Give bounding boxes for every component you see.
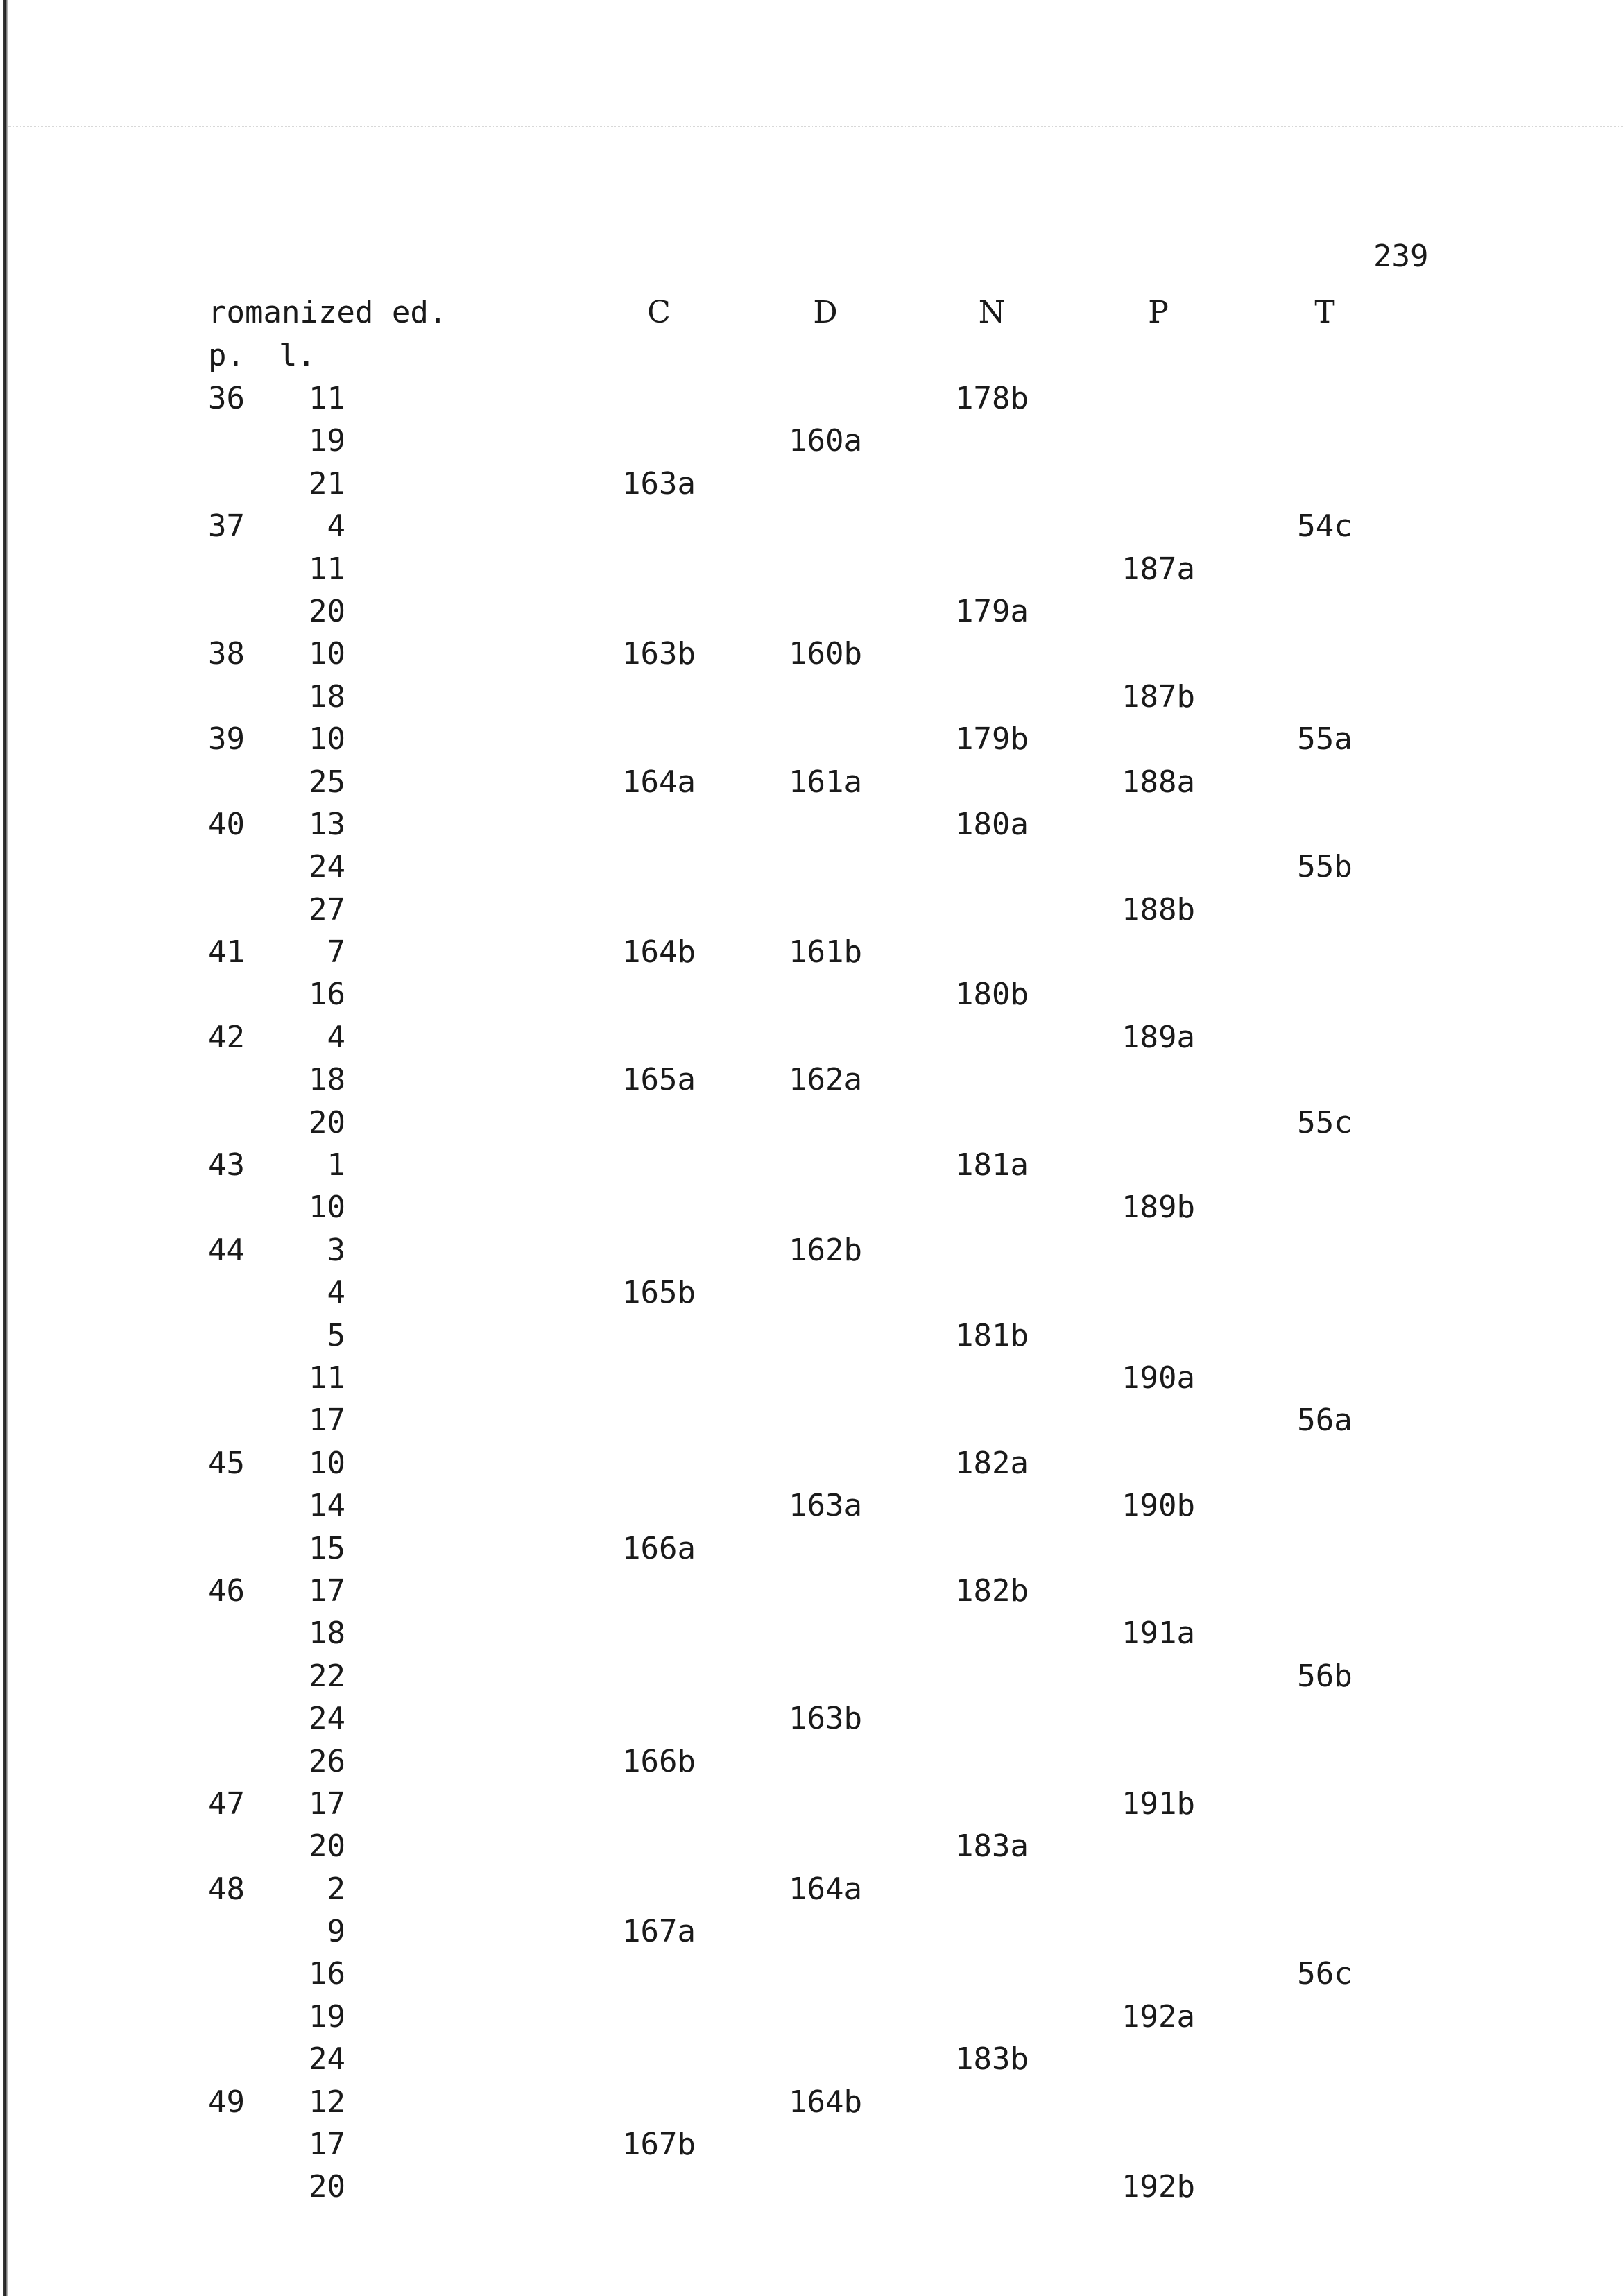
table-row — [208, 1016, 1195, 1059]
table-subheader — [208, 334, 316, 377]
cell-page: 46 — [208, 1573, 245, 1609]
cell-page: 38 — [208, 636, 245, 672]
table-row — [208, 1825, 1029, 1867]
cell-line: 27 — [309, 891, 345, 927]
cell-line: 10 — [309, 721, 345, 757]
table-body — [208, 377, 1352, 2209]
cell-line: 16 — [309, 1956, 345, 1992]
table-row — [208, 2038, 1029, 2080]
cell-line: 4 — [327, 1019, 345, 1055]
cell-page: 40 — [208, 806, 245, 842]
table-row — [208, 420, 862, 462]
cell-line: 17 — [309, 1785, 345, 1822]
cell-p: 187a — [1122, 551, 1195, 587]
cell-n: 183b — [955, 2041, 1029, 2077]
header-col-t: T — [1314, 295, 1335, 330]
cell-line: 20 — [309, 2169, 345, 2205]
table-row — [208, 1314, 1029, 1357]
cell-line: 4 — [327, 1275, 345, 1311]
cell-p: 188b — [1122, 891, 1195, 927]
cell-n: 180a — [955, 806, 1029, 842]
cell-d: 163b — [789, 1701, 862, 1737]
header-col-p: P — [1148, 295, 1169, 330]
header-col-d: D — [813, 295, 838, 330]
cell-n: 182b — [955, 1573, 1029, 1609]
table-header — [208, 291, 1335, 334]
cell-page: 37 — [208, 508, 245, 545]
cell-p: 191b — [1122, 1785, 1195, 1822]
cell-p: 189b — [1122, 1190, 1195, 1226]
table-row — [208, 2166, 1195, 2208]
cell-line: 24 — [309, 2041, 345, 2077]
table-row — [208, 846, 1352, 888]
table-row — [208, 973, 1029, 1016]
cell-line: 17 — [309, 2127, 345, 2163]
cell-line: 9 — [327, 1914, 345, 1950]
cell-line: 20 — [309, 593, 345, 629]
cell-line: 3 — [327, 1232, 345, 1268]
binding-edge — [0, 0, 8, 2296]
cell-d: 164b — [789, 2084, 862, 2120]
cell-page: 48 — [208, 1871, 245, 1907]
cell-line: 10 — [309, 1445, 345, 1481]
table-row — [208, 548, 1195, 590]
cell-d: 160b — [789, 636, 862, 672]
cell-line: 18 — [309, 678, 345, 714]
cell-c: 164b — [622, 934, 696, 970]
cell-line: 20 — [309, 1104, 345, 1140]
page-number: 239 — [1373, 239, 1429, 274]
cell-c: 167a — [622, 1914, 696, 1950]
cell-page: 36 — [208, 381, 245, 416]
cell-p: 191a — [1122, 1616, 1195, 1652]
table-row — [208, 2081, 862, 2123]
cell-line: 10 — [309, 636, 345, 672]
header-col-c: C — [647, 295, 671, 330]
cell-c: 167b — [622, 2127, 696, 2163]
cell-line: 19 — [309, 1998, 345, 2034]
table-row — [208, 1868, 862, 1910]
table-row — [208, 718, 1352, 760]
cell-line: 5 — [327, 1317, 345, 1353]
table-row — [208, 1612, 1195, 1654]
cell-line: 16 — [309, 977, 345, 1013]
cell-page: 47 — [208, 1785, 245, 1822]
cell-n: 179a — [955, 593, 1029, 629]
cell-c: 165a — [622, 1062, 696, 1098]
cell-n: 181b — [955, 1317, 1029, 1353]
cell-page: 42 — [208, 1019, 245, 1055]
cell-t: 55b — [1297, 849, 1352, 885]
cell-p: 192b — [1122, 2169, 1195, 2205]
cell-c: 163b — [622, 636, 696, 672]
table-row — [208, 1059, 862, 1101]
table-row — [208, 1484, 1195, 1527]
table-row — [208, 1399, 1352, 1441]
cell-line: 13 — [309, 806, 345, 842]
table-row — [208, 1186, 1195, 1228]
cell-c: 166b — [622, 1743, 696, 1779]
cell-n: 182a — [955, 1445, 1029, 1481]
cell-p: 190a — [1122, 1360, 1195, 1396]
cell-c: 163a — [622, 465, 696, 502]
cell-n: 179b — [955, 721, 1029, 757]
cell-c: 164a — [622, 764, 696, 800]
table-row — [208, 931, 862, 973]
cell-line: 11 — [309, 551, 345, 587]
cell-line: 19 — [309, 423, 345, 459]
table-row — [208, 463, 696, 505]
cell-line: 21 — [309, 465, 345, 502]
cell-line: 22 — [309, 1658, 345, 1694]
table-row — [208, 1953, 1352, 1995]
table-row — [208, 803, 1029, 846]
table-row — [208, 1102, 1352, 1144]
cell-d: 161a — [789, 764, 862, 800]
cell-c: 166a — [622, 1530, 696, 1566]
cell-line: 18 — [309, 1062, 345, 1098]
table-row — [208, 1229, 862, 1271]
cell-d: 160a — [789, 423, 862, 459]
header-romanized-ed: romanized ed. — [208, 295, 447, 330]
table-row — [208, 2123, 696, 2166]
table-row — [208, 1910, 696, 1953]
table-row — [208, 761, 1195, 803]
cell-line: 24 — [309, 849, 345, 885]
cell-line: 24 — [309, 1701, 345, 1737]
table-row — [208, 1271, 696, 1314]
table-row — [208, 1442, 1029, 1484]
cell-t: 56b — [1297, 1658, 1352, 1694]
cell-t: 55a — [1297, 721, 1352, 757]
table-row — [208, 505, 1352, 547]
cell-c: 165b — [622, 1275, 696, 1311]
table-row — [208, 590, 1029, 633]
cell-line: 1 — [327, 1147, 345, 1183]
cell-p: 190b — [1122, 1488, 1195, 1524]
cell-line: 15 — [309, 1530, 345, 1566]
cell-page: 41 — [208, 934, 245, 970]
cell-line: 26 — [309, 1743, 345, 1779]
table-row — [208, 1740, 696, 1783]
table-row — [208, 889, 1195, 931]
subheader-page: p. — [208, 338, 245, 373]
cell-line: 20 — [309, 1828, 345, 1865]
table-row — [208, 1357, 1195, 1399]
cell-n: 178b — [955, 381, 1029, 416]
cell-line: 7 — [327, 934, 345, 970]
table-row — [208, 676, 1195, 718]
cell-t: 54c — [1297, 508, 1352, 545]
table-row — [208, 633, 862, 675]
cell-line: 4 — [327, 508, 345, 545]
cell-p: 189a — [1122, 1019, 1195, 1055]
cell-d: 163a — [789, 1488, 862, 1524]
table-row — [208, 377, 1029, 420]
table-row — [208, 1144, 1029, 1186]
cell-d: 162a — [789, 1062, 862, 1098]
cell-line: 17 — [309, 1403, 345, 1439]
cell-n: 183a — [955, 1828, 1029, 1865]
cell-line: 25 — [309, 764, 345, 800]
cell-line: 18 — [309, 1616, 345, 1652]
cell-t: 56c — [1297, 1956, 1352, 1992]
cell-p: 187b — [1122, 678, 1195, 714]
table-row — [208, 1996, 1195, 2038]
table-row — [208, 1527, 696, 1570]
cell-p: 192a — [1122, 1998, 1195, 2034]
cell-page: 44 — [208, 1232, 245, 1268]
cell-page: 43 — [208, 1147, 245, 1183]
cell-line: 17 — [309, 1573, 345, 1609]
cell-n: 180b — [955, 977, 1029, 1013]
cell-line: 10 — [309, 1190, 345, 1226]
table-row — [208, 1697, 862, 1740]
cell-d: 162b — [789, 1232, 862, 1268]
header-col-n: N — [978, 295, 1006, 330]
cell-d: 161b — [789, 934, 862, 970]
cell-d: 164a — [789, 1871, 862, 1907]
cell-page: 49 — [208, 2084, 245, 2120]
cell-line: 11 — [309, 381, 345, 416]
cell-n: 181a — [955, 1147, 1029, 1183]
cell-line: 11 — [309, 1360, 345, 1396]
cell-p: 188a — [1122, 764, 1195, 800]
table-row — [208, 1570, 1029, 1612]
table-row — [208, 1783, 1195, 1825]
cell-page: 45 — [208, 1445, 245, 1481]
cell-page: 39 — [208, 721, 245, 757]
scan-divider — [8, 126, 1623, 127]
cell-line: 14 — [309, 1488, 345, 1524]
cell-t: 55c — [1297, 1104, 1352, 1140]
cell-line: 12 — [309, 2084, 345, 2120]
table-row — [208, 1655, 1352, 1697]
cell-t: 56a — [1297, 1403, 1352, 1439]
concordance-table — [208, 291, 1352, 2209]
subheader-line: l. — [279, 338, 316, 373]
cell-line: 2 — [327, 1871, 345, 1907]
